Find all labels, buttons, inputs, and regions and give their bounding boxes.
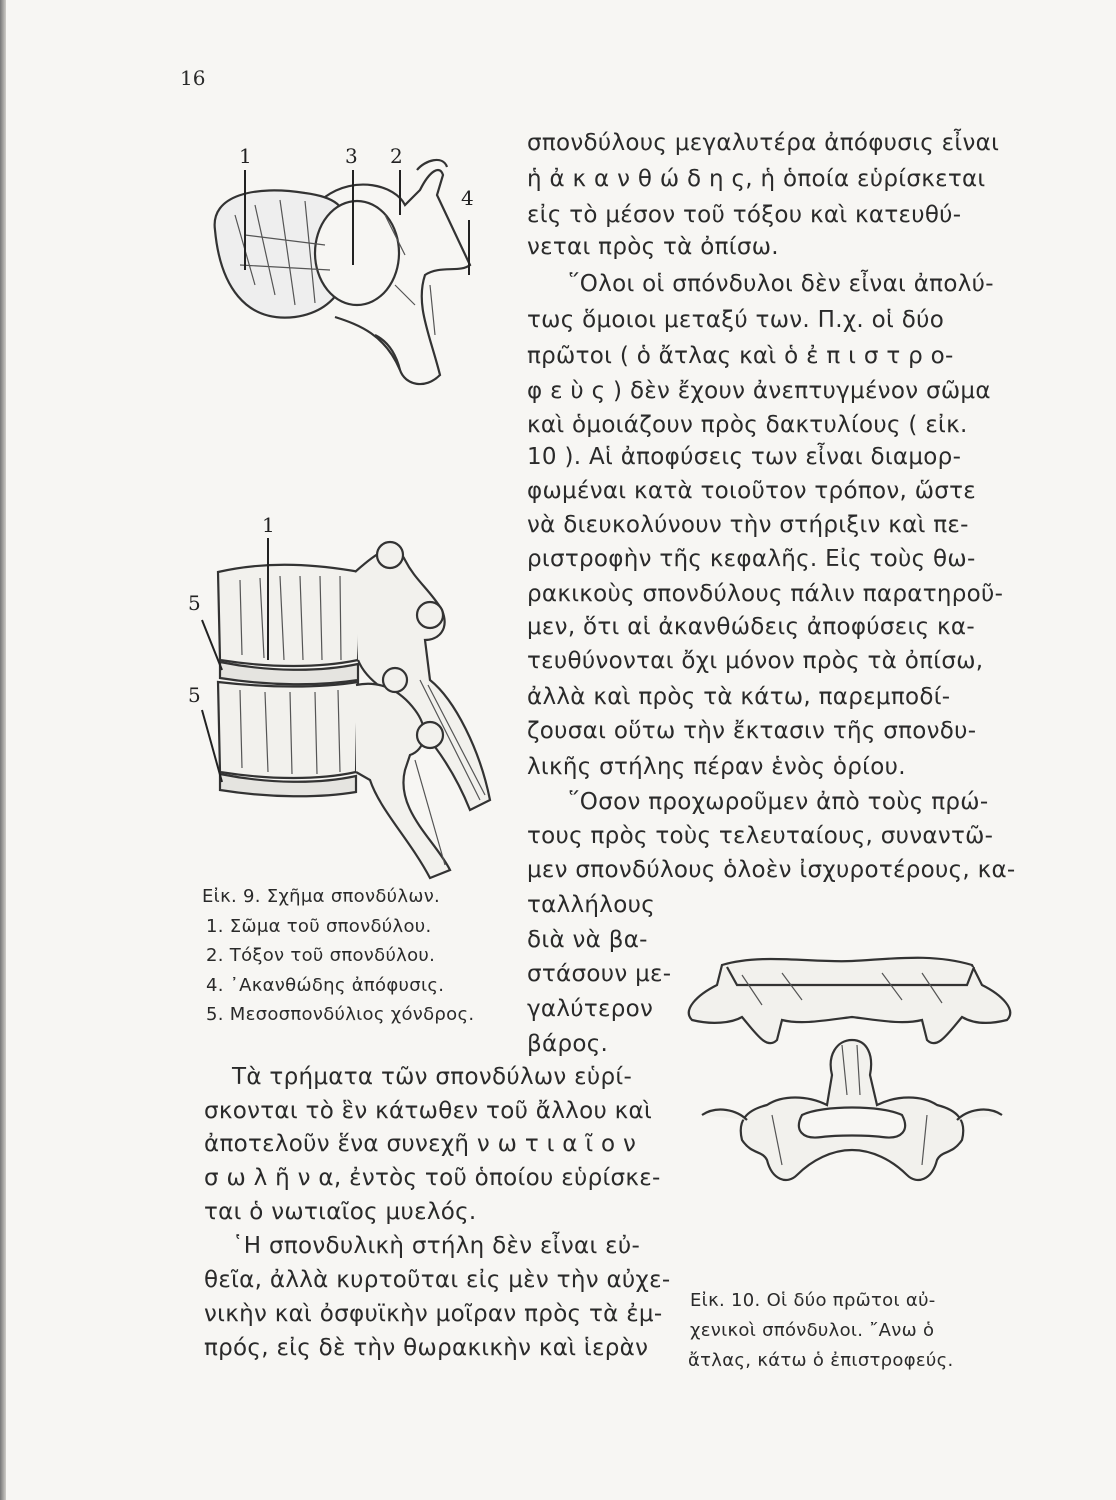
text-line: φ ε ὺ ς ) δὲν ἔχουν ἀνεπτυγμένον σῶμα (527, 378, 991, 404)
text-line: σκονται τὸ ἓν κάτωθεν τοῦ ἄλλου καὶ (204, 1098, 653, 1124)
text-line: σ ω λ ῆ ν α, ἐντὸς τοῦ ὁποίου εὑρίσκε- (204, 1165, 661, 1191)
text-line: ἡ ἀ κ α ν θ ώ δ η ς, ἡ ὁποία εὑρίσκεται (527, 166, 986, 192)
caption-line: 5. Μεσοσπονδύλιος χόνδρος. (206, 1004, 475, 1025)
text-line: ἀποτελοῦν ἕνα συνεχῆ ν ω τ ι α ῖ ο ν (204, 1131, 637, 1157)
text-line: φωμέναι κατὰ τοιοῦτον τρόπον, ὥστε (527, 478, 977, 504)
text-line: ῾Η σπονδυλικὴ στήλη δὲν εἶναι εὐ- (232, 1233, 641, 1259)
figure-9-label-1-side: 1 (262, 513, 275, 537)
caption-line: Εἰκ. 9. Σχῆμα σπονδύλων. (202, 886, 441, 907)
text-line: ἀλλὰ καὶ πρὸς τὰ κάτω, παρεμποδί- (527, 684, 951, 710)
text-line: διὰ νὰ βα- (527, 927, 648, 953)
figure-9-label-3: 3 (345, 144, 358, 168)
text-line: πρός, εἰς δὲ τὴν θωρακικὴν καὶ ἱερὰν (204, 1335, 649, 1361)
text-line: ρακικοὺς σπονδύλους πάλιν παρατηροῦ- (527, 581, 1004, 607)
figure-9-label-5-upper: 5 (188, 591, 201, 615)
text-line: θεῖα, ἀλλὰ κυρτοῦται εἰς μὲν τὴν αὐχε- (204, 1267, 671, 1293)
text-line: Τὰ τρήματα τῶν σπονδύλων εὑρί- (232, 1064, 633, 1090)
figure-9-vertebra-top-view (185, 135, 495, 405)
text-line: 10 ). Αἱ ἀποφύσεις των εἶναι διαμορ- (527, 444, 962, 470)
caption-line: 4. ᾿Ακανθώδης ἀπόφυσις. (206, 975, 445, 996)
text-line: εἰς τὸ μέσον τοῦ τόξου καὶ κατευθύ- (527, 202, 962, 228)
figure-9-label-1: 1 (239, 144, 252, 168)
text-line: τευθύνονται ὄχι μόνον πρὸς τὰ ὀπίσω, (527, 648, 984, 674)
page-number: 16 (180, 66, 206, 90)
text-line: νὰ διευκολύνουν τὴν στήριξιν καὶ πε- (527, 512, 969, 538)
figure-9-label-4: 4 (461, 186, 474, 210)
caption-line: χενικοὶ σπόνδυλοι. ῎Ανω ὁ (690, 1320, 935, 1341)
caption-line: ἄτλας, κάτω ὁ ἐπιστροφεύς. (688, 1350, 954, 1371)
text-line: γαλύτερον (527, 996, 654, 1022)
page-edge-shadow (0, 0, 6, 1500)
text-line: καὶ ὁμοιάζουν πρὸς δακτυλίους ( εἰκ. (527, 412, 968, 438)
caption-line: Εἰκ. 10. Οἱ δύο πρῶτοι αὐ- (690, 1290, 936, 1311)
figure-9-vertebral-column-side-view (180, 510, 500, 880)
text-line: τως ὅμοιοι μεταξύ των. Π.χ. οἱ δύο (527, 307, 945, 333)
text-line: ριστροφὴν τῆς κεφαλῆς. Εἰς τοὺς θω- (527, 546, 976, 572)
text-line: νεται πρὸς τὰ ὀπίσω. (527, 234, 779, 260)
text-line: πρῶτοι ( ὁ ἄτλας καὶ ὁ ἐ π ι σ τ ρ ο- (527, 343, 954, 369)
text-line: ται ὁ νωτιαῖος μυελός. (204, 1199, 477, 1225)
text-line: στάσουν με- (527, 961, 672, 987)
text-line: ταλλήλους (527, 892, 655, 918)
text-line: μεν σπονδύλους ὁλοὲν ἰσχυροτέρους, κα- (527, 857, 1016, 883)
figure-9-label-2: 2 (390, 144, 403, 168)
caption-line: 1. Σῶμα τοῦ σπονδύλου. (206, 916, 432, 937)
text-line: σπονδύλους μεγαλυτέρα ἀπόφυσις εἶναι (527, 130, 1000, 156)
text-line: βάρος. (527, 1031, 609, 1057)
text-line: τους πρὸς τοὺς τελευταίους, συναντῶ- (527, 823, 994, 849)
text-line: νικὴν καὶ ὀσφυϊκὴν μοῖραν πρὸς τὰ ἐμ- (204, 1301, 663, 1327)
text-line: λικῆς στήλης πέραν ἑνὸς ὁρίου. (527, 754, 906, 780)
figure-9-label-5-lower: 5 (188, 683, 201, 707)
text-line: ζουσαι οὕτω τὴν ἔκτασιν τῆς σπονδυ- (527, 718, 977, 744)
text-line: ῞Ολοι οἱ σπόνδυλοι δὲν εἶναι ἀπολύ- (568, 271, 994, 297)
caption-line: 2. Τόξον τοῦ σπονδύλου. (206, 945, 436, 966)
text-line: μεν, ὅτι αἱ ἀκανθώδεις ἀποφύσεις κα- (527, 614, 975, 640)
text-line: ῞Οσον προχωροῦμεν ἀπὸ τοὺς πρώ- (568, 789, 989, 815)
figure-10-cervical-vertebrae (682, 945, 1022, 1215)
